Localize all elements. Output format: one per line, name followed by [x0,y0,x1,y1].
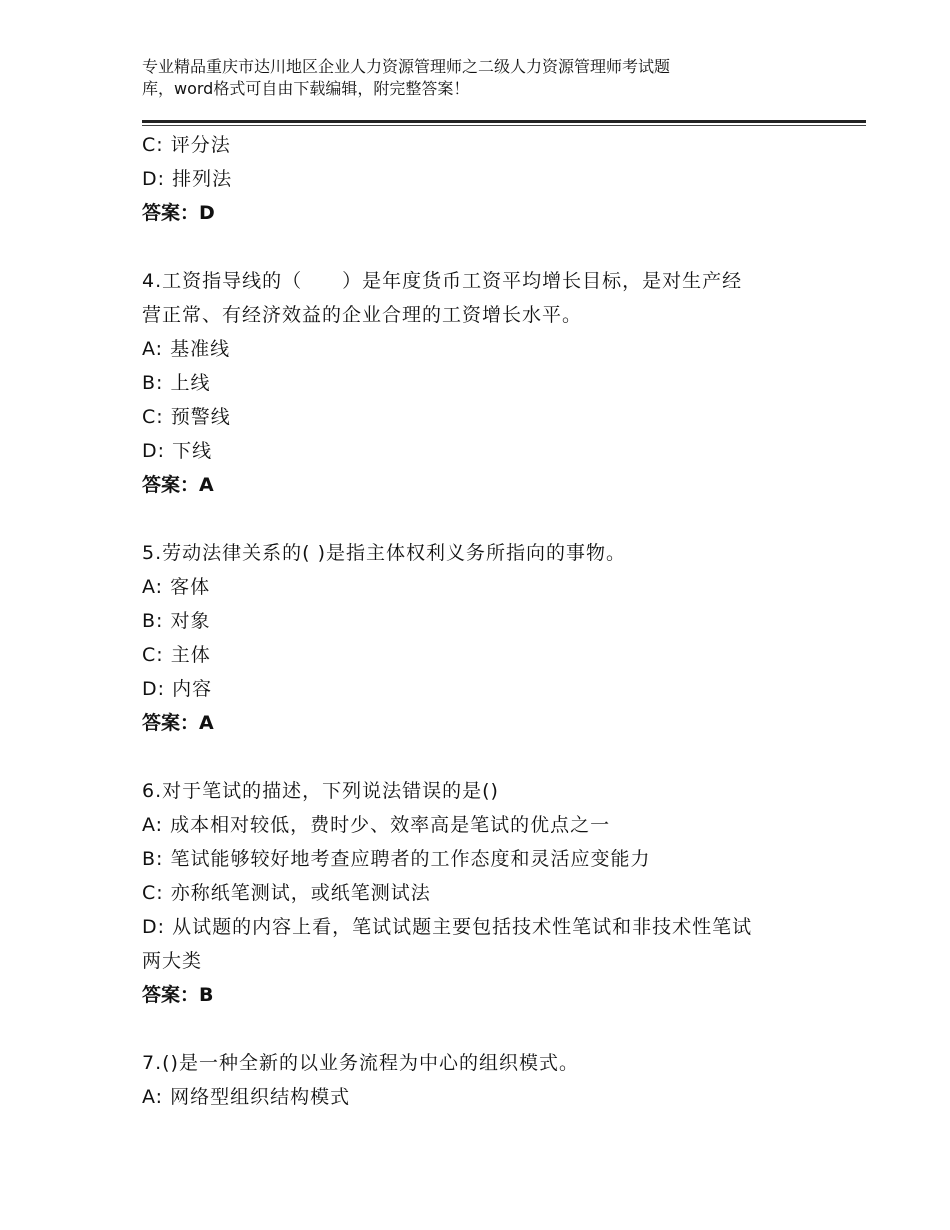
question-3-partial [142,128,822,230]
option-b: B: 上线 [142,372,211,394]
document-header [142,56,782,100]
question-text-line-1: 6.对于笔试的描述，下列说法错误的是() [142,780,499,802]
header-divider-thick [142,120,866,123]
option-d: D: 排列法 [142,168,233,190]
option-d: D: 下线 [142,440,213,462]
option-c: C: 评分法 [142,134,231,156]
header-title-line-2: 库，word格式可自由下载编辑，附完整答案！ [142,79,470,98]
option-a: A: 客体 [142,576,211,598]
answer: 答案：A [142,712,214,734]
answer: 答案：D [142,202,215,224]
option-c: C: 预警线 [142,406,231,428]
question-4 [142,264,822,502]
option-a: A: 成本相对较低，费时少、效率高是笔试的优点之一 [142,814,611,836]
answer: 答案：A [142,474,214,496]
header-title-line-1: 专业精品重庆市达川地区企业人力资源管理师之二级人力资源管理师考试题 [142,57,671,76]
header-divider-thin [142,125,866,126]
option-d-line-1: D: 从试题的内容上看，笔试试题主要包括技术性笔试和非技术性笔试 [142,916,753,938]
option-a: A: 基准线 [142,338,231,360]
document-body [142,128,822,1114]
question-text-line-1: 4.工资指导线的（ ）是年度货币工资平均增长目标，是对生产经 [142,270,743,292]
question-5 [142,536,822,740]
question-6 [142,774,822,1012]
question-text-line-2: 营正常、有经济效益的企业合理的工资增长水平。 [142,304,583,326]
option-a: A: 网络型组织结构模式 [142,1086,351,1108]
option-d: D: 内容 [142,678,213,700]
option-b: B: 对象 [142,610,211,632]
option-c: C: 主体 [142,644,211,666]
option-c: C: 亦称纸笔测试，或纸笔测试法 [142,882,431,904]
question-7 [142,1046,822,1114]
option-d-line-2: 两大类 [142,950,203,972]
question-text-line-1: 5.劳动法律关系的( )是指主体权利义务所指向的事物。 [142,542,626,564]
question-text-line-1: 7.()是一种全新的以业务流程为中心的组织模式。 [142,1052,579,1074]
answer: 答案：B [142,984,214,1006]
option-b: B: 笔试能够较好地考查应聘者的工作态度和灵活应变能力 [142,848,651,870]
